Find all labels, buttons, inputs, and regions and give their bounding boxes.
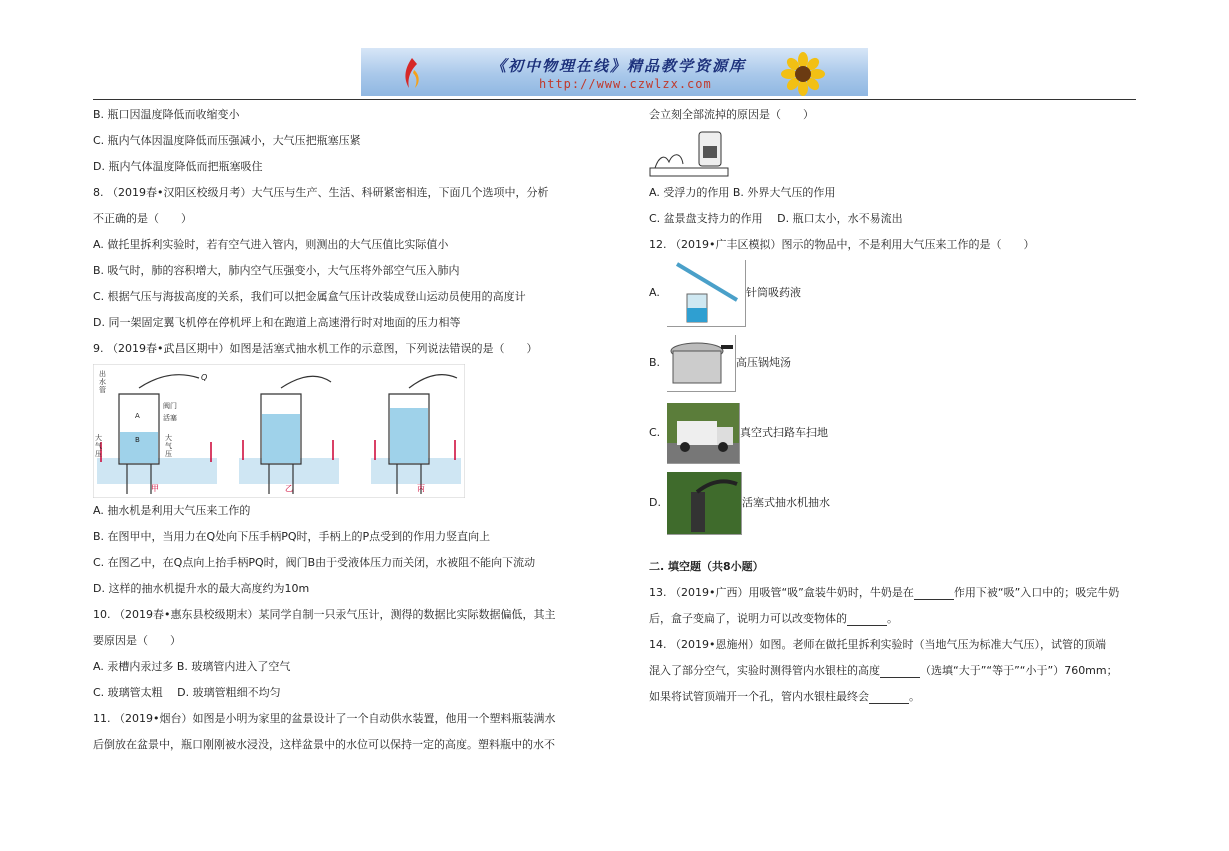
label-atm-left: 大气压 xyxy=(95,434,102,458)
q14-text-b: 混入了部分空气，实验时测得管内水银柱的高度 xyxy=(649,664,880,677)
option-text: 高压锅炖汤 xyxy=(736,356,791,369)
text-line: B. 瓶口因温度降低而收缩变小 xyxy=(93,108,240,121)
question-8-line2: 不正确的是（ ） xyxy=(93,212,192,225)
options-10ab: A. 汞槽内汞过多 B. 玻璃管内进入了空气 xyxy=(93,660,291,673)
option-8c: C. 根据气压与海拔高度的关系，我们可以把金属盒气压计改装成登山运动员使用的高度计 xyxy=(93,290,526,303)
answer-blank[interactable] xyxy=(869,691,909,704)
option-12b xyxy=(649,328,1136,398)
options-11cd: C. 盆景盘支持力的作用 D. 瓶口太小，水不易流出 xyxy=(649,212,903,225)
left-column xyxy=(93,102,593,758)
option-text: 针筒吸药液 xyxy=(746,286,801,299)
option-9b: B. 在图甲中，当用力在Q处向下压手柄PQ时，手柄上的P点受到的作用力竖直向上 xyxy=(93,530,491,543)
question-10-line2: 要原因是（ ） xyxy=(93,634,181,647)
text-line: C. 瓶内气体因温度降低而压强减小，大气压把瓶塞压紧 xyxy=(93,134,361,147)
q14-text-d: 如果将试管顶端开一个孔，管内水银柱最终会 xyxy=(649,690,869,703)
option-text: 活塞式抽水机抽水 xyxy=(742,496,830,509)
option-9c: C. 在图乙中，在Q点向上抬手柄PQ时，阀门B由于受液体压力而关闭，水被阻不能向下流动 xyxy=(93,556,536,569)
options-11ab: A. 受浮力的作用 B. 外界大气压的作用 xyxy=(649,186,836,199)
question-11-line3: 会立刻全部流掉的原因是（ ） xyxy=(649,108,814,121)
q14-text-c: （选填“大于”“等于”“小于”）760mm； xyxy=(920,664,1118,677)
answer-blank[interactable] xyxy=(880,665,920,678)
q14-text-e: 。 xyxy=(909,690,920,703)
question-9: 9. （2019春•武昌区期中）如图是活塞式抽水机工作的示意图，下列说法错误的是（ ） xyxy=(93,342,538,355)
panel-label-3: 丙 xyxy=(417,484,425,493)
label-valve: 阀门 xyxy=(163,402,177,410)
question-14-line2 xyxy=(649,658,1136,684)
label-atm-right: 大气压 xyxy=(165,434,172,458)
label-piston: 活塞 xyxy=(163,414,177,422)
option-8d: D. 同一架固定翼飞机停在停机坪上和在跑道上高速滑行时对地面的压力相等 xyxy=(93,316,461,329)
question-13-line2 xyxy=(649,606,1136,632)
options-10cd: C. 玻璃管太粗 D. 玻璃管粗细不均匀 xyxy=(93,686,281,699)
option-9a: A. 抽水机是利用大气压来工作的 xyxy=(93,504,251,517)
option-label: B. xyxy=(649,356,661,369)
question-12: 12. （2019•广丰区模拟）图示的物品中，不是利用大气压来工作的是（ ） xyxy=(649,238,1035,251)
question-13-line1 xyxy=(649,580,1136,606)
option-label: C. xyxy=(649,426,661,439)
option-12d xyxy=(649,468,1136,538)
option-8b: B. 吸气时，肺的容积增大，肺内空气压强变小，大气压将外部空气压入肺内 xyxy=(93,264,460,277)
question-11-line1: 11. （2019•烟台）如图是小明为家里的盆景设计了一个自动供水装置，他用一个塑料瓶装满水 xyxy=(93,712,556,725)
question-11-line2: 后倒放在盆景中，瓶口刚刚被水浸没，这样盆景中的水位可以保持一定的高度。塑料瓶中的水不 xyxy=(93,738,555,751)
panel-label-2: 乙 xyxy=(285,484,293,493)
option-label: D. xyxy=(649,496,661,509)
question-14-line3 xyxy=(649,684,1136,710)
hand-pump-image xyxy=(667,472,742,535)
option-label: A. xyxy=(649,286,660,299)
question-10-line1: 10. （2019春•惠东县校级期末）某同学自制一只汞气压计，测得的数据比实际数据偏低，其主 xyxy=(93,608,556,621)
text-line: D. 瓶内气体温度降低而把瓶塞吸住 xyxy=(93,160,263,173)
bonsai-bottle-figure xyxy=(649,128,731,180)
label-q: Q xyxy=(201,373,208,382)
syringe-image xyxy=(667,260,746,327)
header-rule xyxy=(93,99,1136,100)
label-a: A xyxy=(135,412,140,420)
answer-blank[interactable] xyxy=(914,587,954,600)
pump-figure xyxy=(93,364,465,498)
option-12a xyxy=(649,258,1136,328)
q13-text-c: 后，盒子变扁了，说明力可以改变物体的 xyxy=(649,612,847,625)
pressure-cooker-image xyxy=(667,335,736,392)
pump-diagram xyxy=(93,364,465,498)
section-fill-in-title: 二. 填空题（共8小题） xyxy=(649,560,764,573)
q13-text-b: 作用下被“吸”入口中的；吸完牛奶 xyxy=(953,586,1120,599)
logo-icon xyxy=(401,56,423,90)
option-text: 真空式扫路车扫地 xyxy=(740,426,828,439)
q13-text-d: 。 xyxy=(887,612,898,625)
banner-title: 《初中物理在线》精品教学资源库 xyxy=(491,57,747,75)
header-banner xyxy=(361,48,868,96)
right-column xyxy=(649,102,1136,710)
option-8a: A. 做托里拆利实验时，若有空气进入管内，则测出的大气压值比实际值小 xyxy=(93,238,449,251)
sunflower-icon xyxy=(781,52,825,96)
option-9d: D. 这样的抽水机提升水的最大高度约为10m xyxy=(93,582,310,595)
q13-text-a: 13. （2019•广西）用吸管“吸”盒装牛奶时，牛奶是在 xyxy=(649,586,914,599)
label-outlet: 出水管 xyxy=(99,370,106,394)
question-8-line1: 8. （2019春•汉阳区校级月考）大气压与生产、生活、科研紧密相连，下面几个选项中，分析 xyxy=(93,186,549,199)
street-sweeper-image xyxy=(667,403,740,464)
answer-blank[interactable] xyxy=(847,613,887,626)
label-b: B xyxy=(135,436,140,444)
option-12c xyxy=(649,398,1136,468)
banner-url[interactable]: http://www.czwlzx.com xyxy=(539,77,712,91)
panel-label-1: 甲 xyxy=(151,484,159,493)
question-14-line1: 14. （2019•恩施州）如图。老师在做托里拆利实验时（当地气压为标准大气压），试管的顶端 xyxy=(649,638,1106,651)
